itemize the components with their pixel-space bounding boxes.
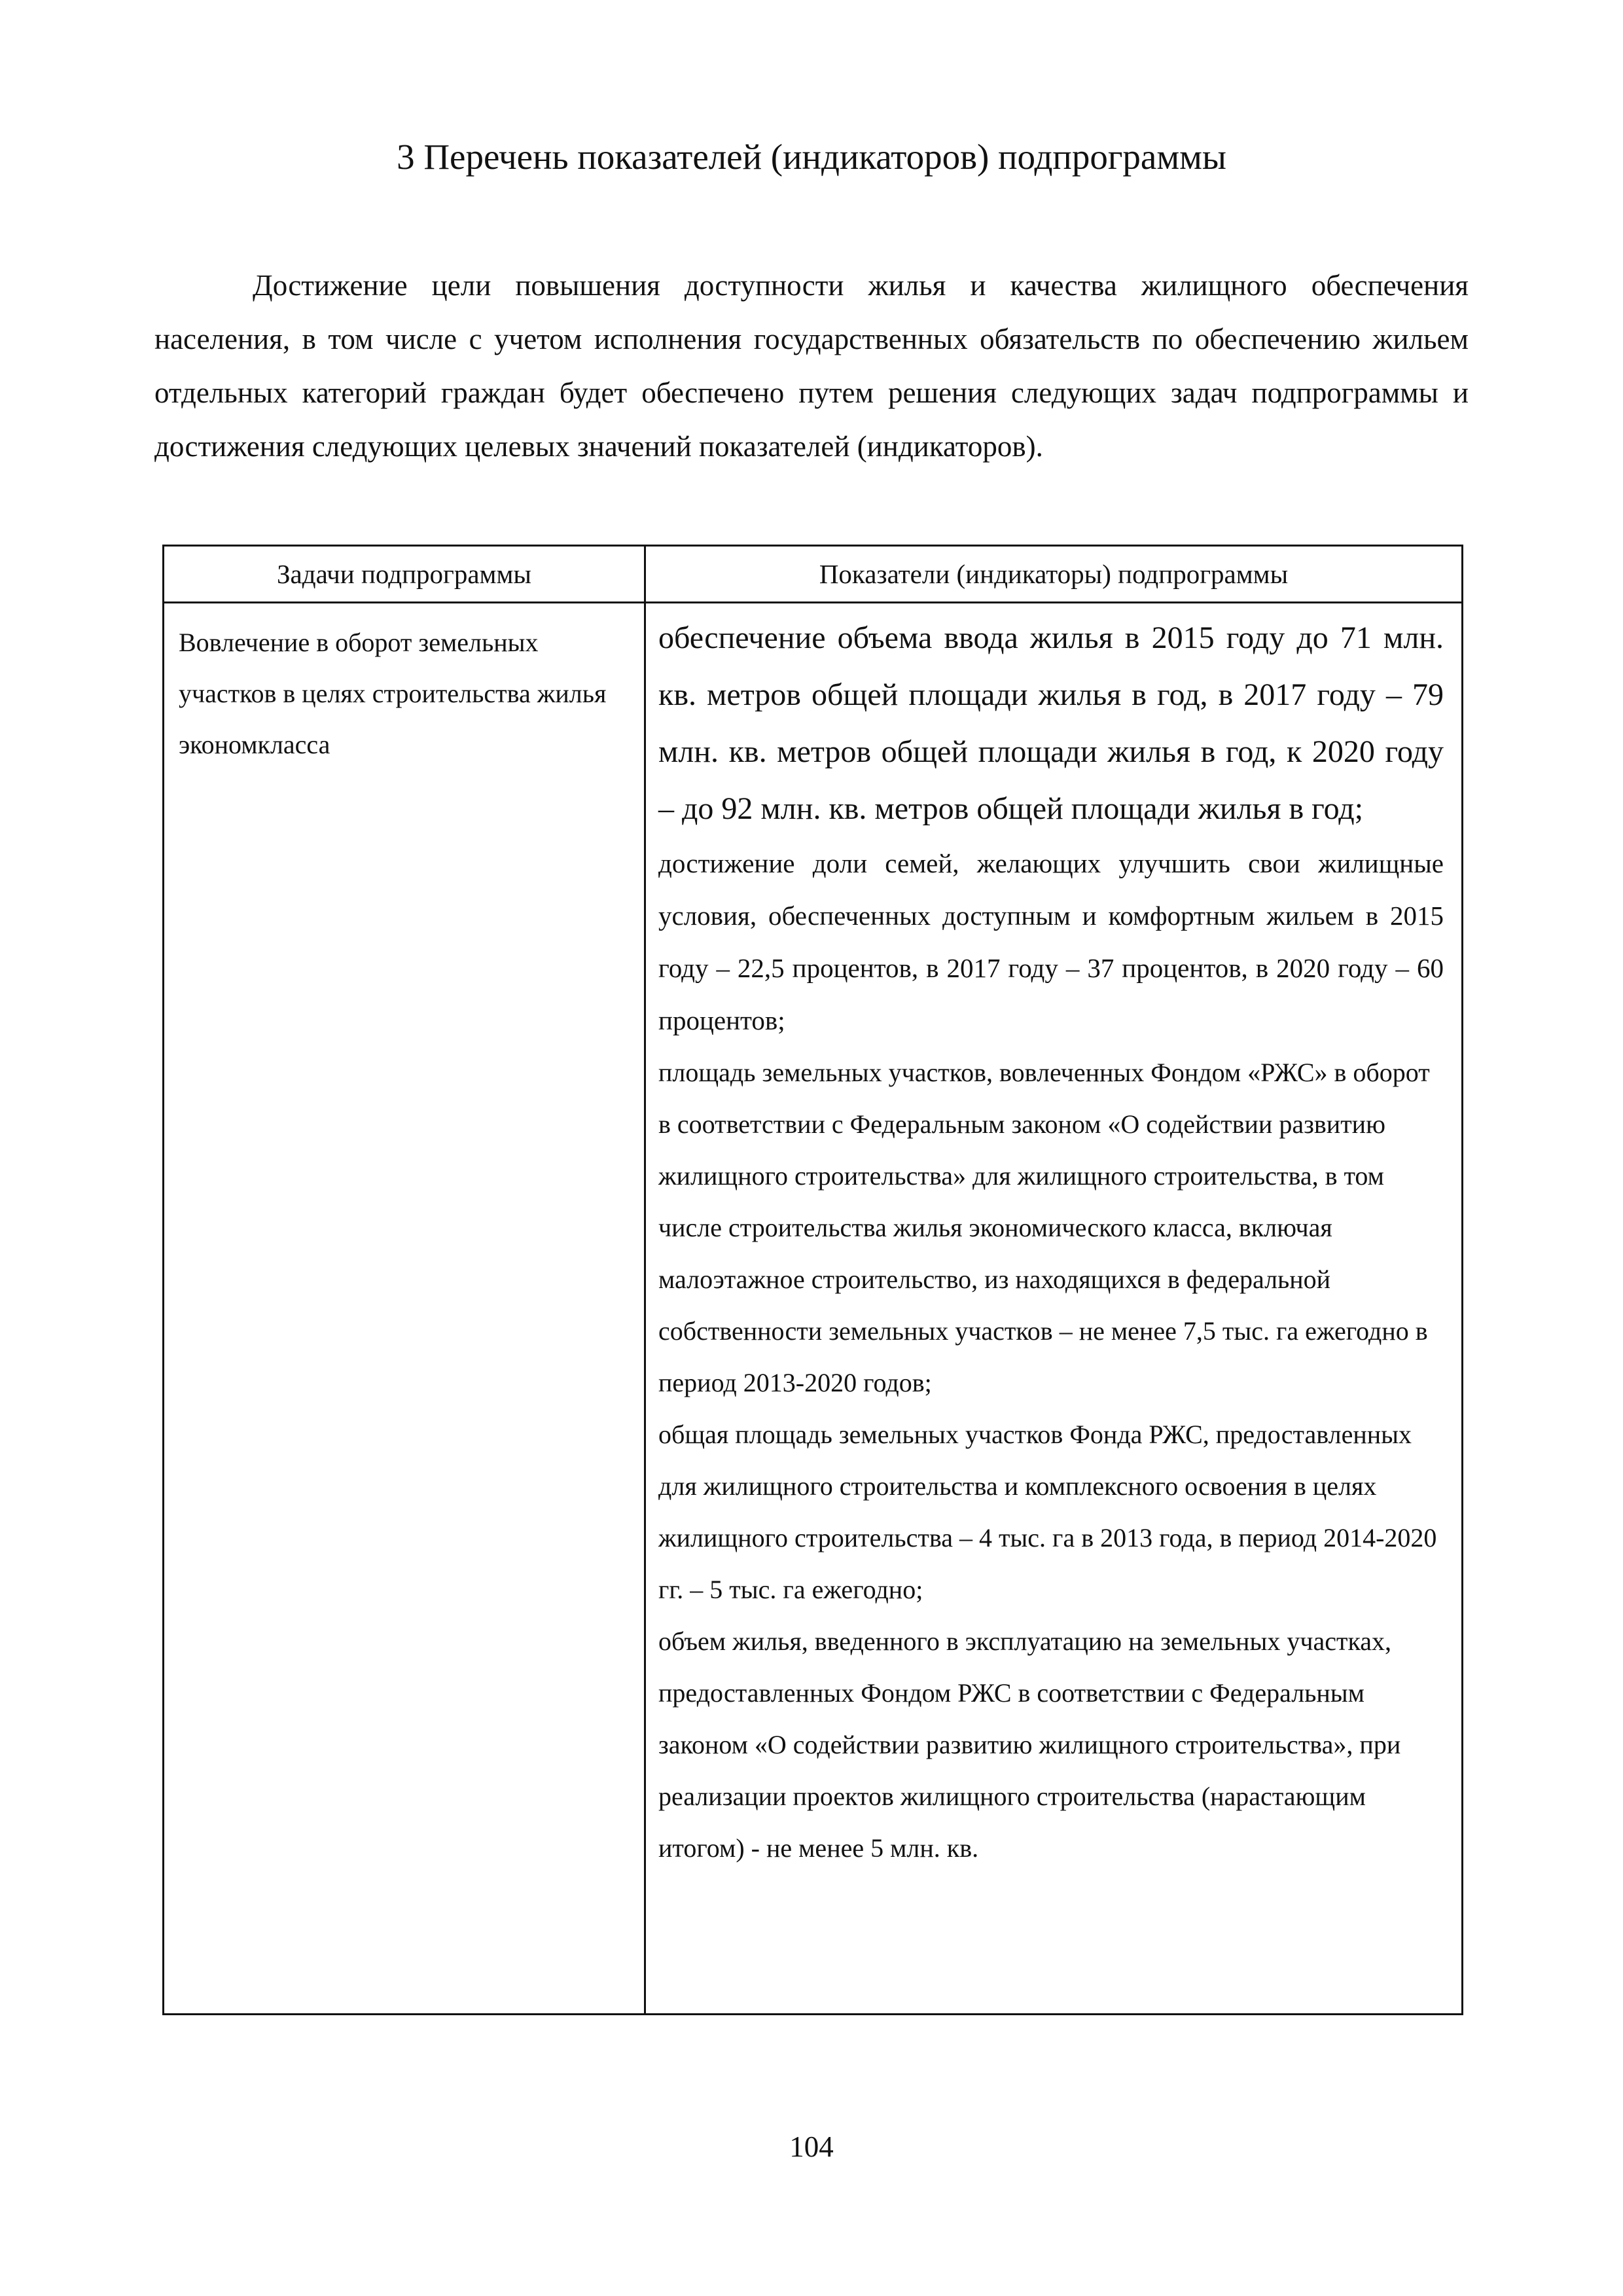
indicator-housing-commissioned: объем жилья, введенного в эксплуатацию на земельных участках, предоставленных Фондом РЖС в соответствии с Федеральным законом «О содействии развитию жилищного строительства», при реализации проектов жилищного строительства (нарастающим итогом) - не менее 5 млн. кв.	[658, 1626, 1401, 1863]
intro-paragraph: Достижение цели повышения доступности жилья и качества жилищного обеспечения населения, в том числе с учетом исполнения государственных обязательств по обеспечению жильем отдельных категорий граждан будет обеспечено путем решения следующих задач подпрограммы и достижения следующих целевых значений показателей (индикаторов).	[154, 269, 1469, 463]
indicator-family-share: достижение доли семей, желающих улучшить свои жилищные условия, обеспеченных доступным и комфортным жильем в 2015 году – 22,5 процентов, в 2017 году – 37 процентов, в 2020 году – 60 процентов;	[658, 848, 1444, 1035]
page-number: 104	[789, 2130, 834, 2163]
header-tasks: Задачи подпрограммы	[277, 559, 531, 589]
header-divider	[164, 601, 1461, 603]
indicators-cell	[658, 609, 1444, 1874]
column-divider	[644, 547, 646, 2013]
header-indicators: Показатели (индикаторы) подпрограммы	[819, 559, 1289, 589]
indicators-table	[162, 545, 1463, 2015]
section-title: 3 Перечень показателей (индикаторов) подпрограммы	[397, 137, 1226, 177]
indicator-housing-volume: обеспечение объема ввода жилья в 2015 году до 71 млн. кв. метров общей площади жилья в год, в 2017 году – 79 млн. кв. метров общей площади жилья в год, к 2020 году – до 92 млн. кв. метров общей площади жилья в год;	[658, 620, 1444, 826]
indicator-land-involved: площадь земельных участков, вовлеченных Фондом «РЖС» в оборот в соответствии с Федеральным законом «О содействии развитию жилищного строительства» для жилищного строительства, в том числе строительства жилья экономического класса, включая малоэтажное строительство, из находящихся в федеральной собственности земельных участков – не менее 7,5 тыс. га ежегодно в период 2013-2020 годов;	[658, 1058, 1430, 1397]
indicator-land-provided: общая площадь земельных участков Фонда РЖС, предоставленных для жилищного строительства и комплексного освоения в целях жилищного строительства – 4 тыс. га в 2013 года, в период 2014-2020 гг. – 5 тыс. га ежегодно;	[658, 1420, 1437, 1604]
task-cell: Вовлечение в оборот земельных участков в целях строительства жилья экономкласса	[179, 628, 607, 759]
